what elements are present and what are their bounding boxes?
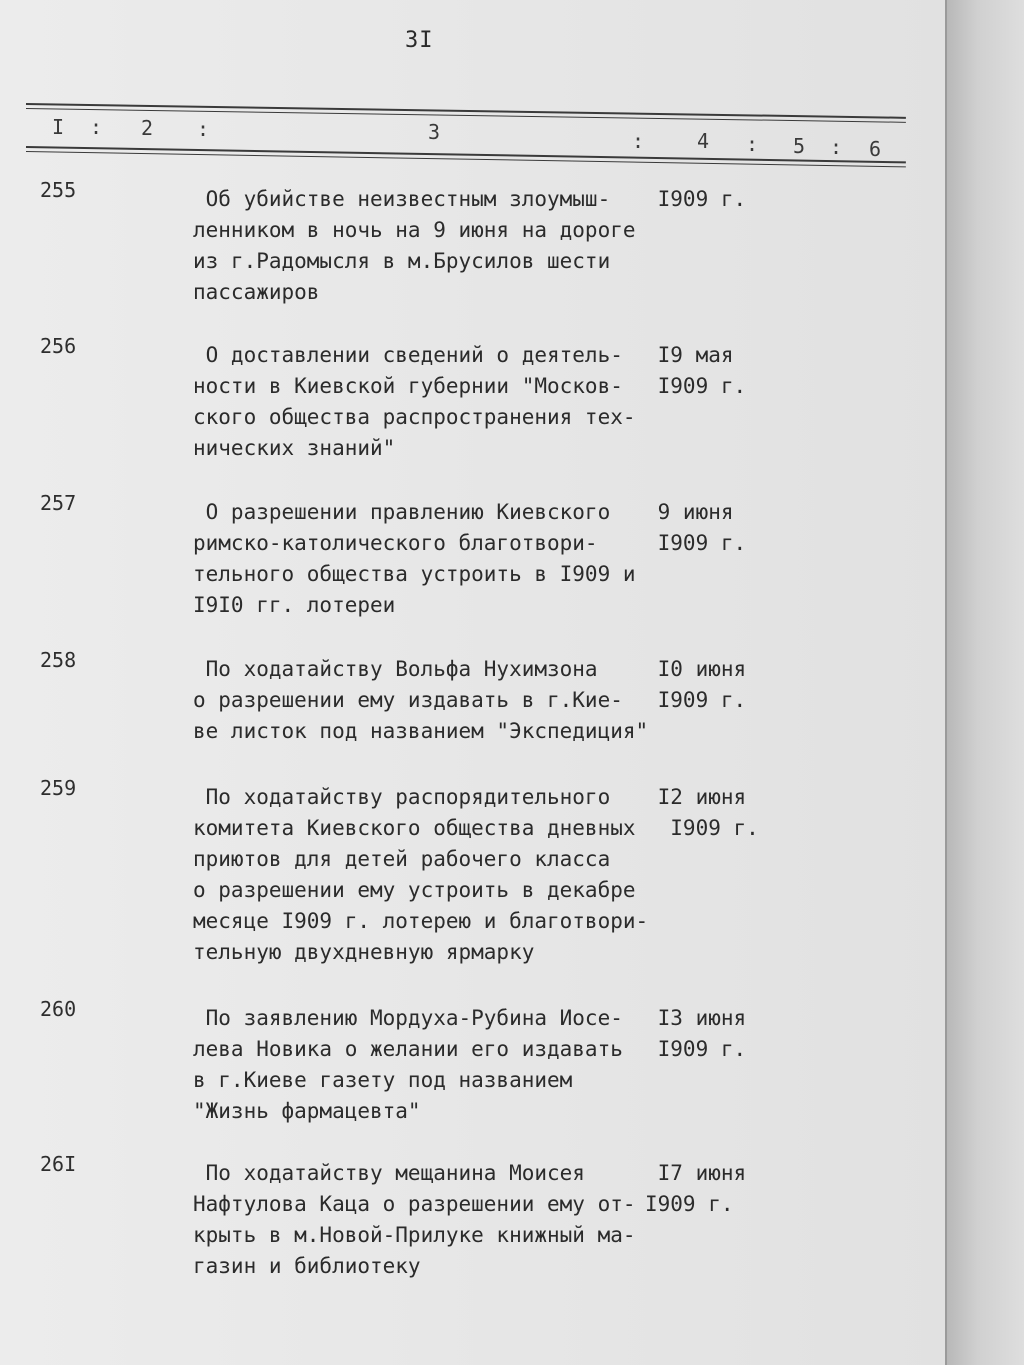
column-header-1: I xyxy=(52,115,65,139)
entry-number: 258 xyxy=(40,648,77,672)
column-header-3: 3 xyxy=(428,120,441,144)
entry-description: По ходатайству распорядительного комитета Киевского общества дневных приютов для детей рабочего класса о разрешении ему устроить в декабре месяце I909 г. лотерею и благотвори- тельную двухдневную ярмарку xyxy=(193,785,649,964)
entry-number: 260 xyxy=(40,997,77,1021)
entry-date: I0 июня I909 г. xyxy=(657,657,747,712)
column-header-6: 6 xyxy=(869,137,882,161)
entry-description: По ходатайству Вольфа Нухимзона о разрешении ему издавать в г.Кие- ве листок под названием "Экспедиция" xyxy=(193,657,649,743)
entry-number: 257 xyxy=(40,491,77,515)
column-separator: : xyxy=(632,129,645,153)
entry-number: 256 xyxy=(40,334,77,358)
column-header-4: 4 xyxy=(697,129,710,153)
header-rule-bottom xyxy=(26,146,906,163)
entry-description: Об убийстве неизвестным злоумыш- ленником в ночь на 9 июня на дороге из г.Радомысля в м.Брусилов шести пассажиров xyxy=(193,187,636,304)
entry-description: По заявлению Мордуха-Рубина Иосе- лева Новика о желании его издавать в г.Киеве газету под названием "Жизнь фармацевта" xyxy=(193,1006,623,1123)
entry-date: I2 июня I909 г. xyxy=(657,785,759,840)
entry-date: I9 мая I909 г. xyxy=(657,343,747,398)
page-number: 3I xyxy=(405,28,434,53)
entry-date: I909 г. xyxy=(645,187,747,211)
underlying-page xyxy=(947,0,1024,1365)
column-separator: : xyxy=(746,132,759,156)
column-separator: : xyxy=(197,117,210,141)
entry-description: По ходатайству мещанина Моисея Нафтулова Каца о разрешении ему от- крыть в м.Новой-Прилуке книжный ма- газин и библиотеку xyxy=(193,1161,636,1278)
column-separator: : xyxy=(90,115,103,139)
column-header-5: 5 xyxy=(793,134,806,158)
entry-number: 255 xyxy=(40,178,77,202)
entry-date: I7 июня I909 г. xyxy=(645,1161,747,1216)
entry-description: О доставлении сведений о деятель- ности в Киевской губернии "Москов- ского общества распространения тех- нических знаний" xyxy=(193,343,636,460)
entry-date: I3 июня I909 г. xyxy=(657,1006,747,1061)
column-separator: : xyxy=(830,135,843,159)
entry-date: 9 июня I909 г. xyxy=(657,500,747,555)
entry-number: 26I xyxy=(40,1152,77,1176)
entry-description: О разрешении правлению Киевского римско-католического благотвори- тельного общества устроить в I909 и I9I0 гг. лотереи xyxy=(193,500,636,617)
column-header-2: 2 xyxy=(141,116,154,140)
entry-number: 259 xyxy=(40,776,77,800)
